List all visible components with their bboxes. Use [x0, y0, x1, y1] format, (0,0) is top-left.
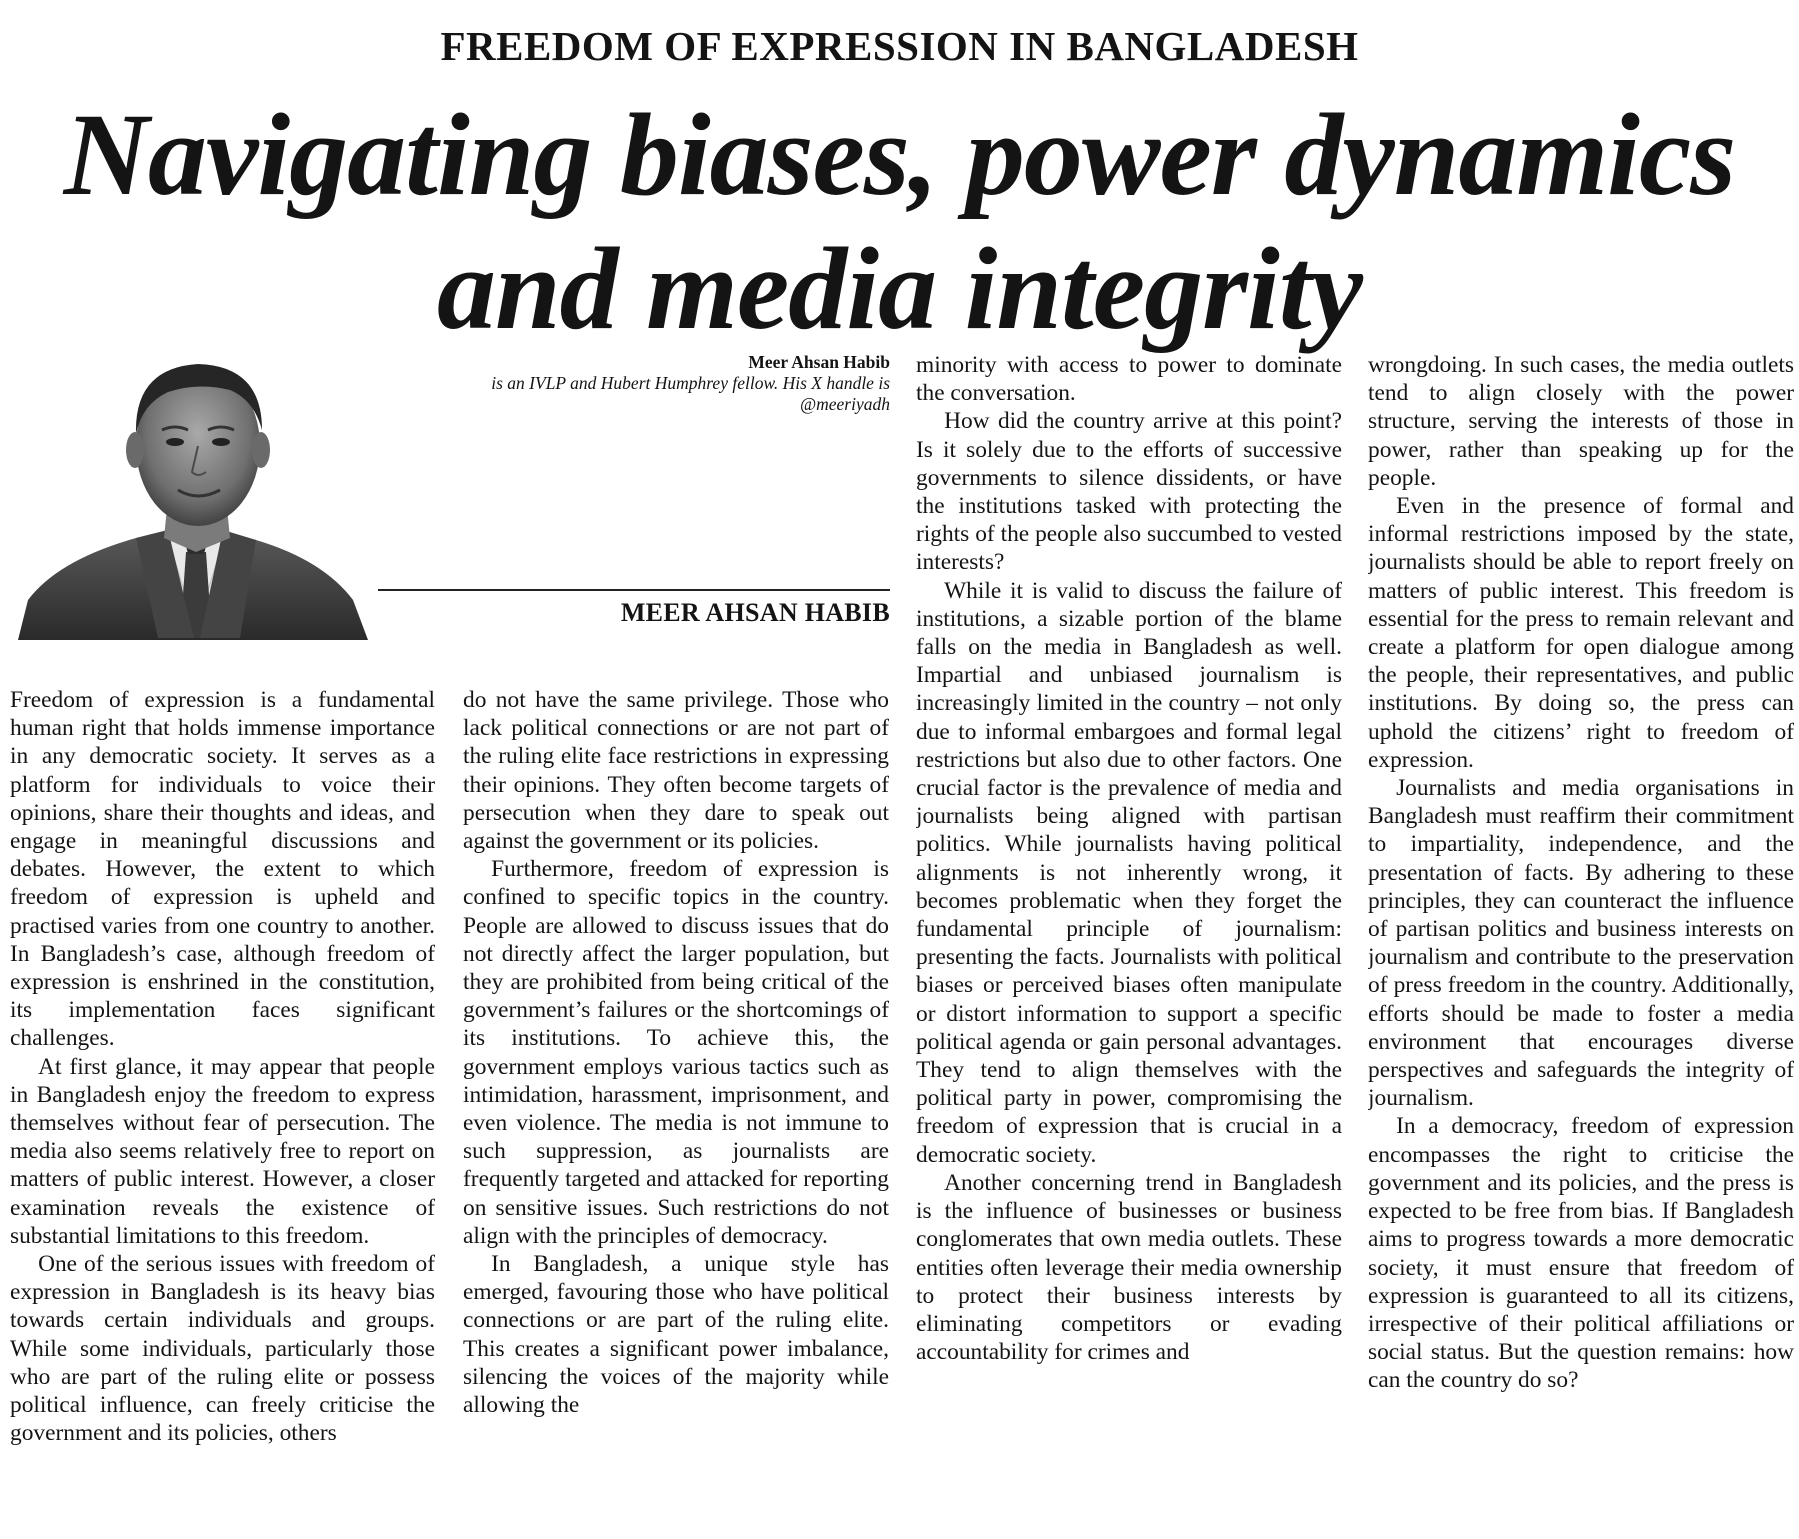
body-paragraph: Even in the presence of formal and informal restrictions imposed by the state, journalists should be able to report freely on matters of public interest. This freedom is essential for the press to remain relevant and create a platform for open dialogue among the people, their representatives, and public institutions. By doing so, the press can uphold the citizens’ right to freedom of expression. [1368, 493, 1794, 773]
body-paragraph: At first glance, it may appear that people in Bangladesh enjoy the freedom to express themselves without fear of persecution. The media also seems relatively free to report on matters of public interest. However, a closer examination reveals the existence of substantial limitations to this freedom. [10, 1053, 435, 1249]
headline-line-2: and media integrity [437, 223, 1362, 354]
author-bio [420, 352, 890, 415]
section-kicker: FREEDOM OF EXPRESSION IN BANGLADESH [440, 23, 1359, 69]
body-column-4 [1368, 351, 1794, 1535]
body-paragraph: Another concerning trend in Bangladesh is the influence of businesses or business conglomerates that own media outlets. These entities often leverage their media ownership to protect their business interests by eliminating competitors or evading accountability for crimes and [916, 1169, 1342, 1366]
body-paragraph: While it is valid to discuss the failure of institutions, a sizable portion of the blame falls on the media in Bangladesh as well. Impartial and unbiased journalism is increasingly limited in the country – not only due to informal embargoes and formal legal restrictions but also due to other factors. One crucial factor is the prevalence of media and journalists being aligned with partisan politics. While journalists having political alignments is not inherently wrong, it becomes problematic when they forget the fundamental principle of journalism: presenting the facts. Journalists with political biases or perceived biases often manipulate or distort information to support a specific political agenda or gain personal advantages. They tend to align themselves with the political party in power, compromising the freedom of expression that is crucial in a democratic society. [916, 577, 1342, 1168]
body-column-1 [10, 686, 435, 1534]
bio-description: is an IVLP and Hubert Humphrey fellow. His X handle is @meeriyadh [491, 373, 890, 414]
byline: MEER AHSAN HABIB [620, 598, 890, 627]
body-paragraph: In a democracy, freedom of expression encompasses the right to criticise the government and its policies, and the press is expected to be free from bias. If Bangladesh aims to progress towards a more democratic society, it must ensure that freedom of expression is guaranteed to all its citizens, irrespective of their political affiliations or social status. But the question remains: how can the country do so? [1368, 1113, 1794, 1394]
body-column-3 [916, 351, 1342, 1535]
author-portrait-icon [18, 338, 368, 640]
body-paragraph: How did the country arrive at this point? Is it solely due to the efforts of successive governments to silence dissidents, or have the institutions tasked with protecting the rights of the people also succumbed to vested interests? [916, 408, 1342, 576]
body-paragraph: wrongdoing. In such cases, the media outlets tend to align closely with the power structure, serving the interests of those in power, rather than speaking up for the people. [1368, 352, 1794, 491]
article-headline [0, 88, 1799, 356]
body-paragraph: One of the serious issues with freedom of expression in Bangladesh is its heavy bias towards certain individuals and groups. While some individuals, particularly those who are part of the ruling elite or possess political influence, can freely criticise the government and its policies, others [10, 1251, 435, 1447]
body-paragraph: Freedom of expression is a fundamental human right that holds immense importance in any democratic society. It serves as a platform for individuals to voice their opinions, share their thoughts and ideas, and engage in meaningful discussions and debates. However, the extent to which freedom of expression is upheld and practised varies from one country to another. In Bangladesh’s case, although freedom of expression is enshrined in the constitution, its implementation faces significant challenges. [10, 687, 435, 1052]
byline-divider [378, 589, 890, 591]
bio-author-name: Meer Ahsan Habib [748, 352, 890, 372]
body-paragraph: In Bangladesh, a unique style has emerged, favouring those who have political connections or are part of the ruling elite. This creates a significant power imbalance, silencing the voices of the majority while allowing the [463, 1251, 889, 1419]
body-column-2 [463, 686, 889, 1534]
headline-line-1: Navigating biases, power dynamics [63, 89, 1736, 220]
body-paragraph: minority with access to power to dominate the conversation. [916, 352, 1342, 407]
body-paragraph: Furthermore, freedom of expression is confined to specific topics in the country. People are allowed to discuss issues that do not directly affect the larger population, but they are prohibited from being critical of the government’s failures or the shortcomings of its institutions. To achieve this, the government employs various tactics such as intimidation, harassment, imprisonment, and even violence. The media is not immune to such suppression, as journalists are frequently targeted and attacked for reporting on sensitive issues. Such restrictions do not align with the principles of democracy. [463, 856, 889, 1249]
author-photo [18, 338, 368, 640]
body-paragraph: do not have the same privilege. Those who lack political connections or are not part of the ruling elite face restrictions in expressing their opinions. They often become targets of persecution when they dare to speak out against the government or its policies. [463, 687, 889, 855]
body-paragraph: Journalists and media organisations in Bangladesh must reaffirm their commitment to impartiality, independence, and the presentation of facts. By adhering to these principles, they can counteract the influence of partisan politics and business interests on journalism and contribute to the preservation of press freedom in the country. Additionally, efforts should be made to foster a media environment that encourages diverse perspectives and safeguards the integrity of journalism. [1368, 775, 1794, 1112]
